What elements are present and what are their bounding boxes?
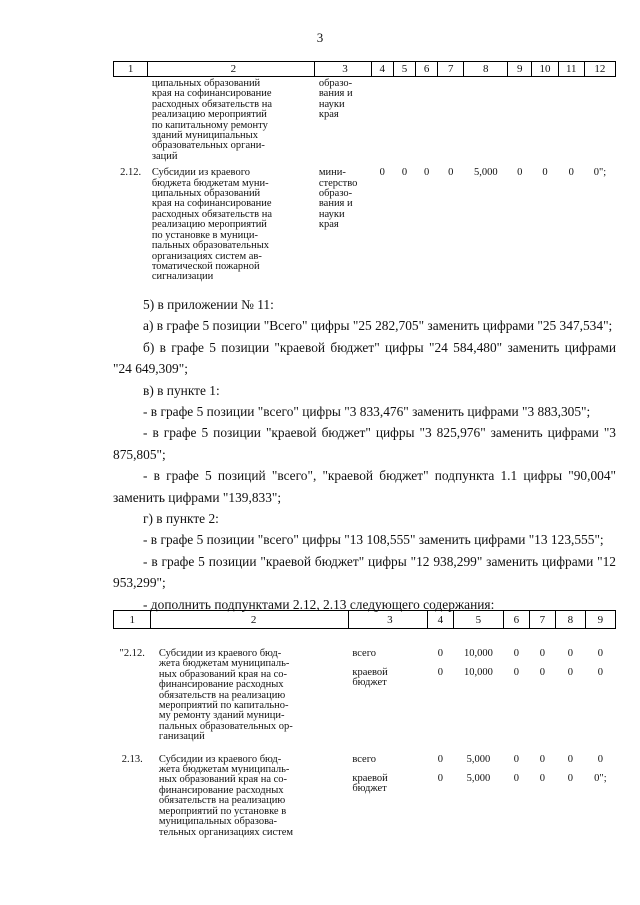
cell-value: 10,000 xyxy=(463,667,493,678)
cell-value: 0 xyxy=(539,667,546,678)
cell xyxy=(558,77,584,163)
cell xyxy=(532,77,558,163)
col-header: 3 xyxy=(315,62,371,77)
table-row xyxy=(114,162,616,282)
col-header: 1 xyxy=(114,611,151,629)
cell-value: 5,000 xyxy=(466,753,491,765)
col-header: 8 xyxy=(464,62,508,77)
cell: 0 xyxy=(379,167,385,179)
col-header: 3 xyxy=(348,611,427,629)
cell-value: 0"; xyxy=(594,772,607,784)
cell: 5,000 xyxy=(473,167,498,179)
label-total: всего xyxy=(352,753,376,765)
row-responsible: мини- стерство образо- вания и науки края xyxy=(318,167,358,231)
cell-value: 0 xyxy=(437,667,444,678)
cell xyxy=(503,743,529,838)
col-header: 2 xyxy=(148,62,315,77)
cell-value: 0 xyxy=(513,772,520,784)
paragraph: - в графе 5 позиции "всего" цифры "13 108,555" заменить цифрами "13 123,555"; xyxy=(143,532,604,548)
cell-value: 0 xyxy=(437,753,444,765)
paragraph: а) в графе 5 позиции "Всего" цифры "25 282,705" заменить цифрами "25 347,534"; xyxy=(143,318,613,334)
cell-value: 0 xyxy=(513,648,520,659)
col-header: 6 xyxy=(503,611,529,629)
table-1 xyxy=(113,61,616,283)
cell xyxy=(585,629,615,743)
col-header: 2 xyxy=(151,611,348,629)
cell xyxy=(584,77,615,163)
label-regional: краевой бюджет xyxy=(352,772,388,795)
col-header: 4 xyxy=(427,611,453,629)
col-header: 7 xyxy=(529,611,555,629)
cell-value: 5,000 xyxy=(466,772,491,784)
cell: 0 xyxy=(542,167,548,179)
cell-value: 0 xyxy=(513,667,520,678)
cell: 0 xyxy=(424,167,430,179)
cell: 0 xyxy=(568,167,574,179)
body-text xyxy=(113,294,616,615)
label-total: всего xyxy=(352,648,376,659)
cell-value: 0 xyxy=(539,772,546,784)
cell-value: 0 xyxy=(597,753,604,765)
col-header: 12 xyxy=(584,62,615,77)
cell: 0"; xyxy=(593,167,607,179)
col-header: 10 xyxy=(532,62,558,77)
table-row xyxy=(114,77,616,163)
cell xyxy=(503,629,529,743)
cell-value: 0 xyxy=(567,648,573,659)
col-header: 5 xyxy=(453,611,503,629)
cell xyxy=(427,743,453,838)
col-header: 9 xyxy=(585,611,615,629)
paragraph: - в графе 5 позиции "краевой бюджет" цифры "12 938,299" заменить цифрами "12 953,299"; xyxy=(113,553,616,591)
table-row xyxy=(114,743,616,838)
row-responsible: образо- вания и науки края xyxy=(318,78,353,121)
cell: 0 xyxy=(448,167,454,179)
paragraph: 5) в приложении № 11: xyxy=(143,297,274,312)
cell xyxy=(371,77,393,163)
row-name: ципальных образований края на софинансирование расходных обязательств на реализацию мероприятий по капитальному ремонту зданий муниципальных образовательных органи- заций xyxy=(151,78,273,162)
row-number: 2.13. xyxy=(121,753,143,765)
col-header: 8 xyxy=(555,611,585,629)
cell: 0 xyxy=(401,167,408,179)
paragraph: в) в пункте 1: xyxy=(143,382,220,398)
cell-value: 0 xyxy=(597,667,604,678)
paragraph: - дополнить подпунктами 2.12, 2.13 следующего содержания: xyxy=(143,596,495,612)
row-name: Субсидии из краевого бюд- жета бюджетам муниципаль- ных образований края на со- финансирование расходных обязательств на реализацию мероприятий по капитально- му ремонту зданий муници- пальных образовательных ор- ганизаций xyxy=(158,648,293,743)
paragraph: - в графе 5 позиции "всего" цифры "3 833,476" заменить цифрами "3 883,305"; xyxy=(143,404,591,420)
cell-value: 0 xyxy=(567,772,573,784)
cell xyxy=(438,77,464,163)
cell xyxy=(555,629,585,743)
cell xyxy=(529,629,555,743)
table-row xyxy=(114,629,616,743)
table-header xyxy=(114,62,616,77)
cell xyxy=(453,629,503,743)
paragraph: - в графе 5 позиции "краевой бюджет" цифры "3 825,976" заменить цифрами "3 875,805"; xyxy=(113,425,616,462)
label-regional: краевой бюджет xyxy=(352,667,388,689)
col-header: 7 xyxy=(438,62,464,77)
row-labels xyxy=(348,743,427,838)
col-header: 5 xyxy=(393,62,415,77)
cell xyxy=(529,743,555,838)
cell-value: 0 xyxy=(539,753,546,765)
row-labels xyxy=(348,629,427,743)
row-number: 2.12. xyxy=(120,167,142,179)
table-2 xyxy=(113,610,616,838)
cell xyxy=(508,77,532,163)
cell: 0 xyxy=(517,167,523,179)
table-header xyxy=(114,611,616,629)
cell xyxy=(453,743,503,838)
paragraph: - в графе 5 позиций "всего", "краевой бюджет" подпункта 1.1 цифры "90,004" заменить цифрами "139,833"; xyxy=(113,468,616,505)
row-number xyxy=(114,77,148,163)
cell xyxy=(464,77,508,163)
col-header: 9 xyxy=(508,62,532,77)
cell-value: 0 xyxy=(437,772,444,784)
col-header: 11 xyxy=(558,62,584,77)
cell xyxy=(393,77,415,163)
paragraph: б) в графе 5 позиции "краевой бюджет" цифры "24 584,480" заменить цифрами "24 649,309"; xyxy=(113,339,616,377)
row-number: "2.12. xyxy=(119,648,145,659)
col-header: 4 xyxy=(371,62,393,77)
cell xyxy=(416,77,438,163)
cell-value: 0 xyxy=(567,753,573,765)
cell-value: 0 xyxy=(539,648,546,659)
col-header: 6 xyxy=(416,62,438,77)
cell-value: 0 xyxy=(597,648,604,659)
cell xyxy=(555,743,585,838)
col-header: 1 xyxy=(114,62,148,77)
paragraph: г) в пункте 2: xyxy=(143,511,219,527)
cell-value: 0 xyxy=(513,753,520,765)
row-name: Субсидии из краевого бюджета бюджетам муни- ципальных образований края на софинансирование расходных обязательств на реализацию мероприятий по установке в муници- пальных образовательных организациях систем ав- томатической пожарной сигнализации xyxy=(151,167,273,283)
page-number: 3 xyxy=(316,30,324,45)
cell-value: 0 xyxy=(567,667,573,678)
cell xyxy=(427,629,453,743)
cell xyxy=(585,743,615,838)
cell-value: 0 xyxy=(437,648,444,659)
cell-value: 10,000 xyxy=(463,648,493,659)
row-name: Субсидии из краевого бюд- жета бюджетам муниципаль- ных образований края на со- финансирование расходных обязательств на реализацию мероприятий по установке в муниципальных образова- тельных организациях систем xyxy=(158,753,294,838)
